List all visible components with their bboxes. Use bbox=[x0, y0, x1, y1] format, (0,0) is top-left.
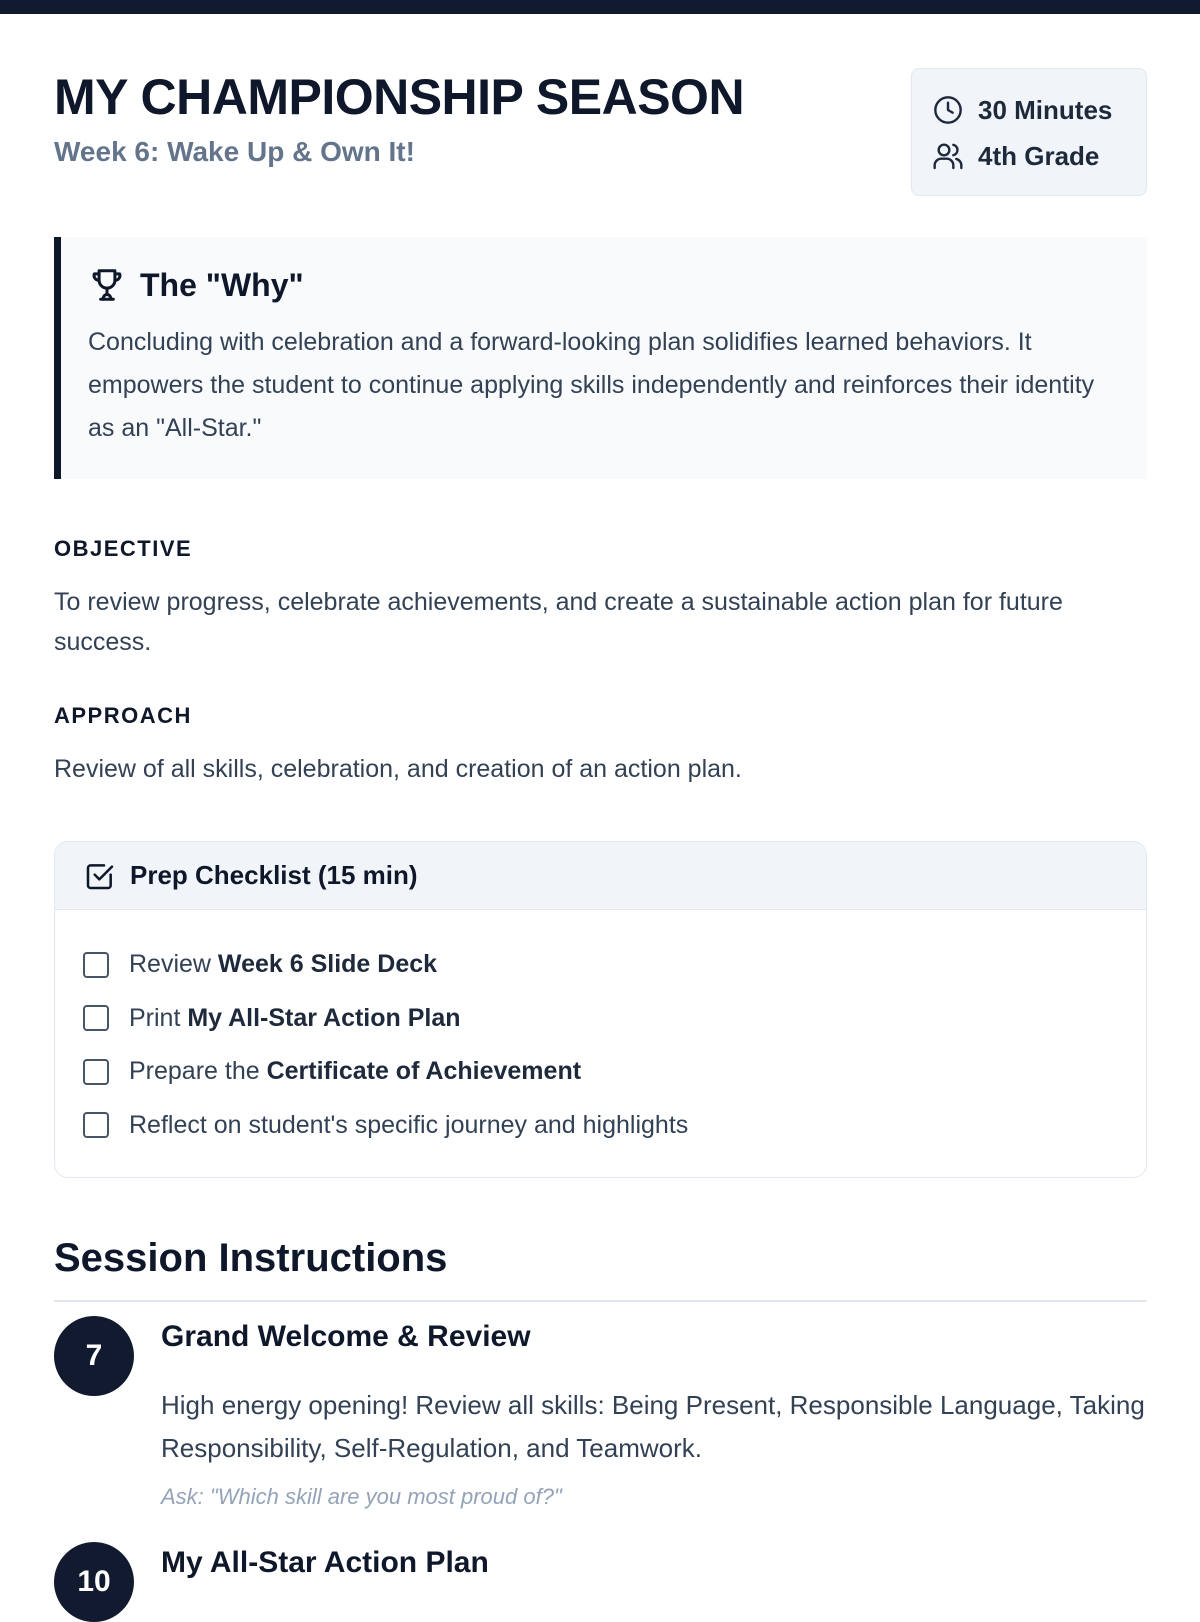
approach-text: Review of all skills, celebration, and creation of an action plan. bbox=[54, 755, 742, 783]
checkbox-checked-icon bbox=[84, 860, 116, 892]
why-header bbox=[88, 263, 1117, 307]
checklist-item-text bbox=[129, 1057, 581, 1086]
session-title: Session Instructions bbox=[54, 1236, 448, 1280]
checklist-title: Prep Checklist (15 min) bbox=[130, 860, 418, 890]
step-title: Grand Welcome & Review bbox=[161, 1320, 531, 1353]
trophy-icon bbox=[88, 266, 126, 304]
checklist-item[interactable] bbox=[83, 1099, 1146, 1153]
section-divider bbox=[54, 1300, 1147, 1302]
checkbox[interactable] bbox=[83, 1112, 109, 1138]
step-ask-prompt: Ask: "Which skill are you most proud of?" bbox=[161, 1484, 562, 1509]
step-description: High energy opening! Review all skills: Being Present, Responsible Language, Taking Responsibility, Self-Regulation, and Teamwork. bbox=[161, 1390, 1145, 1463]
approach-label: APPROACH bbox=[54, 703, 192, 728]
checklist-item-text bbox=[129, 950, 437, 979]
why-text: Concluding with celebration and a forward-looking plan solidifies learned behaviors. It empowers the student to continue applying skills independently and reinforces their identity as an "All-Star." bbox=[88, 328, 1095, 442]
objective-text: To review progress, celebrate achievements, and create a sustainable action plan for future success. bbox=[54, 588, 1063, 656]
item-bold: Certificate of Achievement bbox=[266, 1057, 582, 1086]
grade-text: 4th Grade bbox=[978, 140, 1100, 171]
page-header bbox=[54, 14, 1147, 214]
duration-text: 30 Minutes bbox=[978, 94, 1113, 125]
page-title: MY CHAMPIONSHIP SEASON bbox=[54, 69, 745, 125]
users-icon bbox=[932, 140, 964, 172]
duration-row bbox=[932, 87, 1126, 133]
step-number-badge: 7 bbox=[54, 1316, 134, 1396]
checklist-header bbox=[55, 842, 1146, 910]
item-prefix: Print bbox=[129, 1003, 188, 1032]
checkbox[interactable] bbox=[83, 1005, 109, 1031]
item-prefix: Reflect on student's specific journey and highlights bbox=[129, 1110, 689, 1139]
checklist-item[interactable] bbox=[83, 992, 1146, 1046]
top-accent-bar bbox=[0, 0, 1200, 14]
checklist-item-text bbox=[129, 1111, 688, 1140]
item-bold: My All-Star Action Plan bbox=[187, 1003, 461, 1032]
clock-icon bbox=[932, 94, 964, 126]
checklist-item[interactable] bbox=[83, 1045, 1146, 1099]
prep-checklist bbox=[54, 841, 1147, 1178]
meta-card bbox=[911, 68, 1147, 196]
objective-label: OBJECTIVE bbox=[54, 536, 193, 561]
checklist-item[interactable] bbox=[83, 938, 1146, 992]
item-prefix: Review bbox=[129, 950, 218, 979]
step-title: My All-Star Action Plan bbox=[161, 1546, 489, 1579]
page-subtitle: Week 6: Wake Up & Own It! bbox=[54, 136, 415, 167]
why-title: The "Why" bbox=[140, 266, 304, 303]
checkbox[interactable] bbox=[83, 1059, 109, 1085]
checklist-item-text bbox=[129, 1004, 461, 1033]
item-bold: Week 6 Slide Deck bbox=[217, 950, 438, 979]
checkbox[interactable] bbox=[83, 952, 109, 978]
why-callout bbox=[54, 237, 1147, 479]
item-prefix: Prepare the bbox=[129, 1057, 267, 1086]
checklist-items bbox=[55, 910, 1146, 1152]
grade-row bbox=[932, 133, 1126, 179]
step-number-badge: 10 bbox=[54, 1542, 134, 1622]
lesson-page bbox=[54, 14, 1147, 1598]
